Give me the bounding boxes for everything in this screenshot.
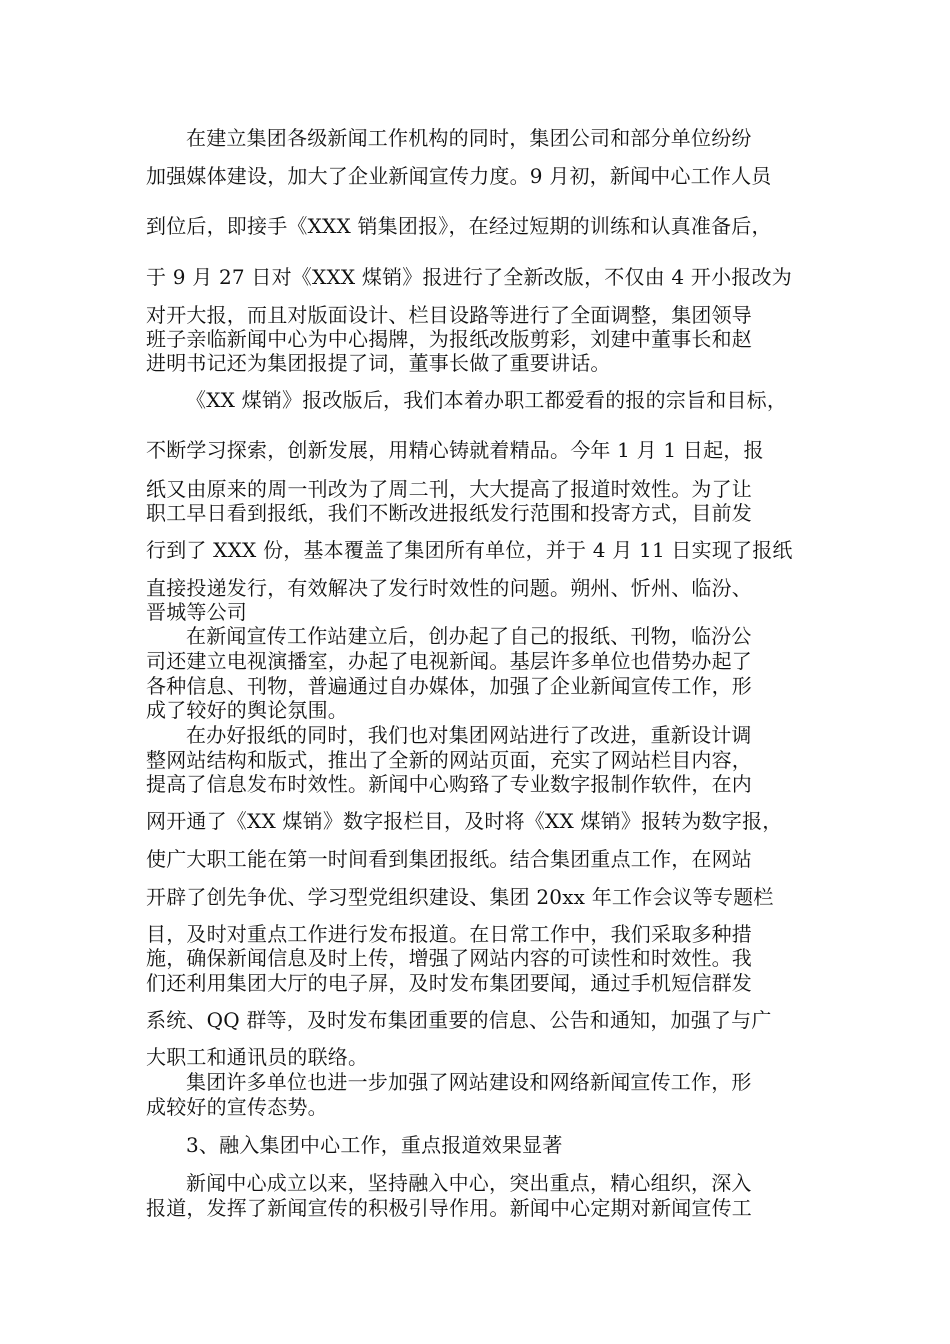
text-line: 行到了 XXX 份，基本覆盖了集团所有单位，并于 4 月 11 日实现了报纸 <box>146 538 793 562</box>
text-line: 大职工和通讯员的联络。 <box>146 1045 369 1069</box>
section-heading: 3、融入集团中心工作，重点报道效果显著 <box>186 1133 563 1157</box>
text-line: 班子亲临新闻中心为中心揭牌，为报纸改版剪彩，刘建中董事长和赵 <box>146 327 752 351</box>
text-line: 新闻中心成立以来，坚持融入中心，突出重点，精心组织，深入 <box>186 1171 752 1195</box>
text-line: 各种信息、刊物，普遍通过自办媒体，加强了企业新闻宣传工作，形 <box>146 674 752 698</box>
text-line: 不断学习探索，创新发展，用精心铸就着精品。今年 1 月 1 日起，报 <box>146 438 764 462</box>
text-line: 直接投递发行，有效解决了发行时效性的问题。朔州、忻州、临汾、 <box>146 576 752 600</box>
text-line: 施，确保新闻信息及时上传，增强了网站内容的可读性和时效性。我 <box>146 946 752 970</box>
text-line: 《XX 煤销》报改版后，我们本着办职工都爱看的报的宗旨和目标， <box>186 388 788 412</box>
text-line: 到位后，即接手《XXX 销集团报》，在经过短期的训练和认真准备后， <box>146 214 772 238</box>
text-line: 加强媒体建设，加大了企业新闻宣传力度。9 月初，新闻中心工作人员 <box>146 164 772 188</box>
text-line: 在建立集团各级新闻工作机构的同时，集团公司和部分单位纷纷 <box>186 126 752 150</box>
text-line: 目，及时对重点工作进行发布报道。在日常工作中，我们采取多种措 <box>146 922 752 946</box>
text-line: 系统、QQ 群等，及时发布集团重要的信息、公告和通知，加强了与广 <box>146 1008 772 1032</box>
text-line: 职工早日看到报纸，我们不断改进报纸发行范围和投寄方式，目前发 <box>146 501 752 525</box>
text-line: 司还建立电视演播室，办起了电视新闻。基层许多单位也借势办起了 <box>146 649 752 673</box>
text-line: 对开大报，而且对版面设计、栏目设路等进行了全面调整，集团领导 <box>146 303 752 327</box>
text-line: 晋城等公司 <box>146 600 247 624</box>
text-line: 集团许多单位也进一步加强了网站建设和网络新闻宣传工作，形 <box>186 1070 752 1094</box>
text-line: 们还利用集团大厅的电子屏，及时发布集团要闻，通过手机短信群发 <box>146 971 752 995</box>
text-line: 在办好报纸的同时，我们也对集团网站进行了改进，重新设计调 <box>186 723 752 747</box>
text-line: 在新闻宣传工作站建立后，创办起了自己的报纸、刊物，临汾公 <box>186 624 752 648</box>
text-line: 使广大职工能在第一时间看到集团报纸。结合集团重点工作，在网站 <box>146 847 752 871</box>
text-line: 整网站结构和版式，推出了全新的网站页面，充实了网站栏目内容， <box>146 748 752 772</box>
text-line: 开辟了创先争优、学习型党组织建设、集团 20xx 年工作会议等专题栏 <box>146 885 774 909</box>
text-line: 纸又由原来的周一刊改为了周二刊，大大提高了报道时效性。为了让 <box>146 477 752 501</box>
text-line: 成了较好的舆论氛围。 <box>146 698 348 722</box>
text-line: 报道，发挥了新闻宣传的积极引导作用。新闻中心定期对新闻宣传工 <box>146 1196 752 1220</box>
text-line: 于 9 月 27 日对《XXX 煤销》报进行了全新改版，不仅由 4 开小报改为 <box>146 265 792 289</box>
text-line: 进明书记还为集团报提了词，董事长做了重要讲话。 <box>146 351 611 375</box>
text-line: 网开通了《XX 煤销》数字报栏目，及时将《XX 煤销》报转为数字报， <box>146 809 783 833</box>
text-line: 提高了信息发布时效性。新闻中心购臵了专业数字报制作软件，在内 <box>146 772 752 796</box>
text-line: 成较好的宣传态势。 <box>146 1095 328 1119</box>
